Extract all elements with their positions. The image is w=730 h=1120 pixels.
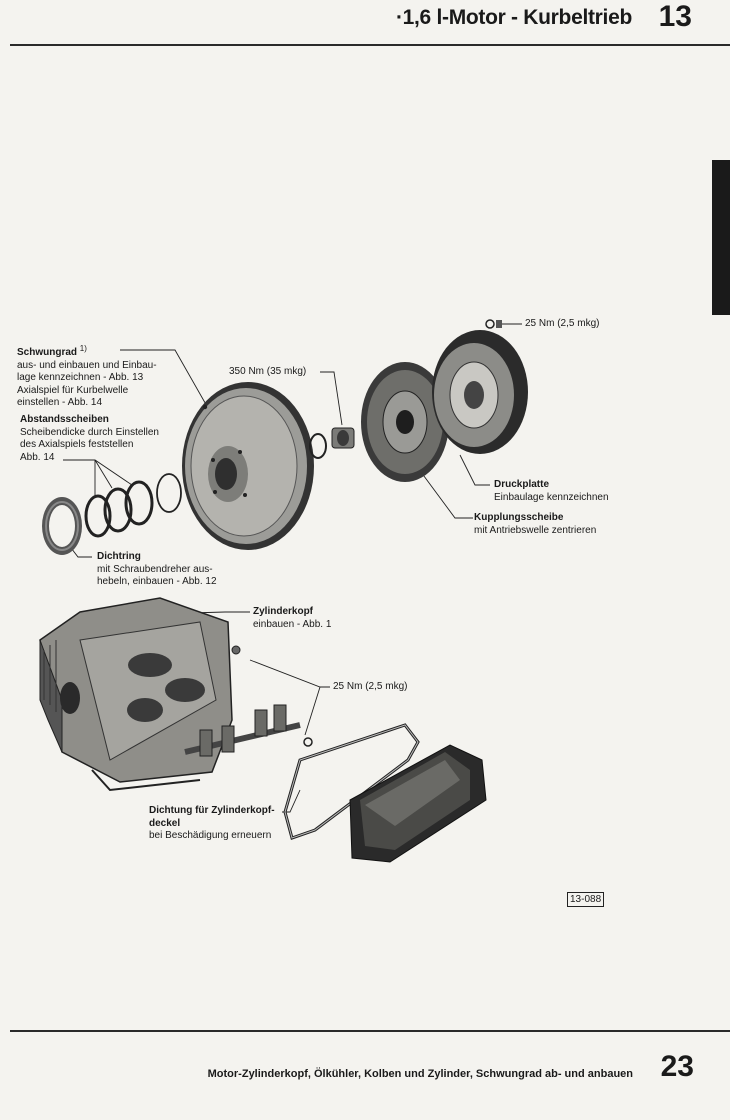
label-schwungrad: Schwungrad $^{1)}$ aus- und einbauen und Einbau- lage kennzeichnen - Abb. 13 Axialspiel für Kurbelwelle einstellen - Abb. 14 <box>17 344 157 408</box>
gland-nut-part <box>310 428 354 458</box>
label-torque-25-mid: 25 Nm (2,5 mkg) <box>333 681 408 692</box>
seal-ring-part <box>42 497 82 555</box>
footer-text: Motor-Zylinderkopf, Ölkühler, Kolben und Zylinder, Schwungrad ab- und anbauen <box>207 1068 633 1080</box>
label-torque-350: 350 Nm (35 mkg) <box>229 366 307 377</box>
label-dichtring: Dichtring mit Schraubendreher aus- hebeln, einbauen - Abb. 12 <box>97 551 217 587</box>
label-kupplungsscheibe: Kupplungsscheibe mit Antriebswelle zentrieren <box>474 512 597 536</box>
group-number: 13 <box>658 0 692 33</box>
pressure-plate-part <box>432 320 528 454</box>
footer-rule <box>10 1030 730 1032</box>
valve-cover-part <box>350 745 486 862</box>
label-druckplatte: Druckplatte Einbaulage kennzeichnen <box>494 479 609 503</box>
label-dichtung: Dichtung für Zylinderkopf- deckel bei Beschädigung erneuern <box>149 805 275 841</box>
label-abstandsscheiben: Abstandsscheiben Scheibendicke durch Einstellen des Axialspiels feststellen Abb. 14 <box>20 414 159 463</box>
label-torque-25-top: 25 Nm (2,5 mkg) <box>525 318 600 329</box>
spacer-shims-part <box>86 474 181 536</box>
flywheel-part <box>182 382 314 550</box>
page-number: 23 <box>660 1050 694 1083</box>
figure-id-badge: 13-088 <box>567 892 604 907</box>
page-header-title: ·1,6 l-Motor - Kurbeltrieb <box>395 6 632 29</box>
cylinder-head-part <box>40 598 232 790</box>
label-zylinderkopf: Zylinderkopf einbauen - Abb. 1 <box>253 606 332 630</box>
